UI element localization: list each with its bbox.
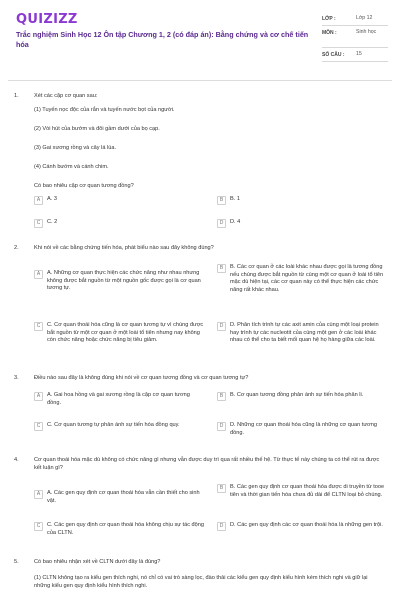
option-a[interactable] — [34, 490, 204, 505]
option-letter: D — [217, 522, 226, 531]
option-a[interactable] — [34, 270, 204, 293]
option-text: B. Các gen quy định cơ quan thoái hóa được di truyền từ tooe tiên và thời gian tiến hóa chưa đủ dài để CLTN loại bỏ chúng. — [230, 484, 385, 498]
option-text: D. Những cơ quan thoái hóa cũng là những cơ quan tương đồng. — [230, 422, 377, 436]
meta-count-value: 15 — [356, 51, 362, 57]
header-divider — [8, 80, 392, 81]
question-text: Có bao nhiêu nhận xét về CLTN dưới đây là đúng? — [34, 559, 161, 565]
option-letter: C — [34, 522, 43, 531]
question-number: 2. — [14, 245, 19, 251]
page-title: Trắc nghiệm Sinh Học 12 Ôn tập Chương 1, 2 (có đáp án): Bằng chứng và cơ chế tiến hóa — [16, 30, 309, 49]
option-letter: B — [217, 392, 226, 401]
option-b[interactable] — [217, 484, 389, 499]
option-a[interactable] — [34, 196, 184, 205]
question-number: 3. — [14, 375, 19, 381]
option-text: B. 1 — [230, 196, 240, 202]
meta-class-value: Lớp 12 — [356, 15, 373, 21]
option-letter: A — [34, 196, 43, 205]
question-number: 4. — [14, 457, 19, 463]
option-b[interactable] — [217, 392, 377, 401]
option-text: A. Những cơ quan thực hiện các chức năng như nhau nhưng không được bắt nguồn từ một nguồn gốc được gọi là cơ quan tương tự. — [47, 270, 201, 292]
option-text: D. Phân tích trình tự các axit amin của cùng một loại protein hay trình tự các nucleotit của cùng một gen ở các loài khác nhau có thể cho ta biết mối quan hệ họ hàng giữa các loài. — [230, 322, 379, 344]
option-text: C. Các gen quy định cơ quan thoái hóa không chịu sự tác động của CLTN. — [47, 522, 204, 536]
statement: (2) Vòi hút của bướm và đôi gầm dưới của bọ cạp. — [34, 126, 160, 132]
meta-class-label: LỚP : — [322, 16, 336, 22]
option-d[interactable] — [217, 422, 377, 437]
option-letter: B — [217, 196, 226, 205]
statement: (1) CLTN không tạo ra kiểu gen thích nghi, nó chỉ có vai trò sàng lọc, đào thải các kiểu gen quy định kiểu hình kém thích nghi và giữ lại những kiểu gen quy định kiểu hình thích nghi. — [34, 575, 368, 589]
option-text: A. Gai hoa hồng và gai xương rồng là cặp cơ quan tương đồng. — [47, 392, 190, 406]
meta-class-row — [322, 12, 388, 26]
option-c[interactable] — [34, 322, 204, 345]
question-text: Xét các cặp cơ quan sau: — [34, 93, 98, 99]
option-letter: A — [34, 392, 43, 401]
meta-subject-value: Sinh học — [356, 29, 377, 35]
option-text: D. 4 — [230, 219, 241, 225]
option-d[interactable] — [217, 322, 389, 345]
option-letter: A — [34, 490, 43, 499]
option-letter: C — [34, 219, 43, 228]
question-number: 1. — [14, 93, 19, 99]
option-letter: D — [217, 322, 226, 331]
meta-subject-label: MÔN : — [322, 30, 337, 36]
question-prompt: Có bao nhiêu cặp cơ quan tương đồng? — [34, 183, 134, 189]
option-text: B. Cơ quan tương đồng phản ánh sự tiến hóa phân li. — [230, 392, 364, 398]
option-text: D. Các gen quy định các cơ quan thoái hóa là những gen trội. — [230, 522, 383, 528]
statement: (1) Tuyến nọc độc của rắn và tuyến nước bọt của người. — [34, 107, 175, 113]
option-letter: A — [34, 270, 43, 279]
statement: (4) Cánh bướm và cánh chim. — [34, 164, 109, 170]
option-letter: B — [217, 484, 226, 493]
option-c[interactable] — [34, 219, 184, 228]
meta-subject-row — [322, 26, 388, 48]
option-text: C. Cơ quan tương tự phản ánh sự tiến hóa đồng quy. — [47, 422, 180, 428]
option-letter: D — [217, 219, 226, 228]
option-text: C. 2 — [47, 219, 58, 225]
meta-count-label: SỐ CÂU : — [322, 52, 345, 58]
option-text: A. Các gen quy định cơ quan thoái hóa vẫn cần thiết cho sinh vật. — [47, 490, 200, 504]
option-a[interactable] — [34, 392, 194, 407]
meta-panel — [322, 12, 388, 62]
question-number: 5. — [14, 559, 19, 565]
question-text: Khi nói về các bằng chứng tiến hóa, phát biểu nào sau đây không đúng? — [34, 245, 214, 251]
worksheet-header — [0, 0, 400, 72]
brand-logo: QUIZIZZ — [16, 12, 78, 27]
option-letter: C — [34, 422, 43, 431]
option-c[interactable] — [34, 522, 204, 537]
statement: (3) Gai xương rồng và cây lá lúa. — [34, 145, 117, 151]
option-d[interactable] — [217, 219, 377, 228]
option-letter: B — [217, 264, 226, 273]
option-d[interactable] — [217, 522, 389, 531]
option-text: C. Cơ quan thoái hóa cũng là cơ quan tương tự vì chúng được bắt nguồn từ một cơ quan ở một loài tổ tiên nhưng nay không còn chức năng hoặc chức năng bị tiêu giảm. — [47, 322, 204, 344]
option-letter: D — [217, 422, 226, 431]
meta-count-row — [322, 48, 388, 62]
option-b[interactable] — [217, 264, 389, 294]
question-text: Điều nào sau đây là không đúng khi nói về cơ quan tương đồng và cơ quan tương tự? — [34, 375, 249, 381]
option-text: A. 3 — [47, 196, 57, 202]
option-c[interactable] — [34, 422, 194, 431]
question-text: Cơ quan thoái hóa mặc dù không có chức năng gì nhưng vẫn được duy trì qua rất nhiều thế hệ. Từ thực tế này chúng ta có thể rút ra được kết luận gì? — [34, 457, 380, 471]
option-b[interactable] — [217, 196, 377, 205]
option-text: B. Các cơ quan ở các loài khác nhau được gọi là tương đồng nếu chúng được bắt nguồn từ cùng một cơ quan ở loài tổ tiên mặc dù hiện tại, các cơ quan này có thể thực hiện các chức năng rất khác nhau. — [230, 264, 384, 293]
option-letter: C — [34, 322, 43, 331]
